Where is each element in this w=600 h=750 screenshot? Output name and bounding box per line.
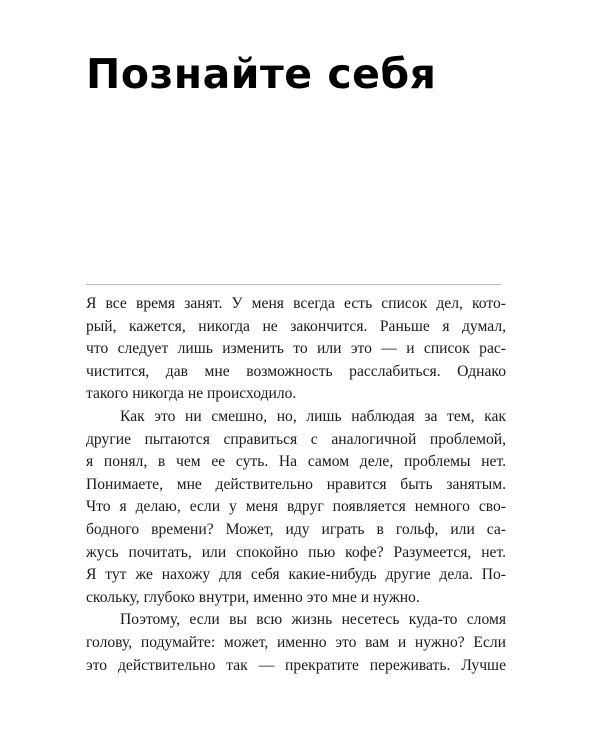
text-line: Я тут же нахожу для себя какие-нибудь другие дела. По- xyxy=(86,566,506,584)
text-line: Поэтому, если вы всю жизнь несетесь куда-то сломя xyxy=(120,611,506,629)
text-line: такого никогда не происходило. xyxy=(86,385,297,403)
text-line: скольку, глубоко внутри, именно это мне и нужно. xyxy=(86,588,420,606)
text-line: чистится, дав мне возможность расслабиться. Однако xyxy=(86,362,506,380)
text-line: бодного времени? Может, иду играть в гольф, или са- xyxy=(86,520,506,538)
text-line: Понимаете, мне действительно нравится быть занятым. xyxy=(86,475,506,493)
text-line: жусь почитать, или спокойно пью кофе? Разумеется, нет. xyxy=(86,543,506,561)
text-line: Что я делаю, если у меня вдруг появляется немного сво- xyxy=(86,498,506,516)
body-text xyxy=(86,293,506,677)
text-line: я понял, в чем ее суть. На самом деле, проблемы нет. xyxy=(86,453,506,471)
text-line: это действительно так — прекратите переживать. Лучше xyxy=(86,656,506,674)
text-line: другие пытаются справиться с аналогичной проблемой, xyxy=(86,430,506,448)
title-divider xyxy=(86,284,501,285)
text-line: Я все время занят. У меня всегда есть список дел, кото- xyxy=(86,295,506,312)
text-line: что следует лишь изменить то или это — и список рас- xyxy=(86,340,506,358)
text-line: рый, кажется, никогда не закончится. Раньше я думал, xyxy=(86,317,506,335)
chapter-title: Познайте себя xyxy=(86,50,437,98)
text-line: голову, подумайте: может, именно это вам и нужно? Если xyxy=(86,633,506,651)
text-line: Как это ни смешно, но, лишь наблюдая за тем, как xyxy=(120,407,506,425)
